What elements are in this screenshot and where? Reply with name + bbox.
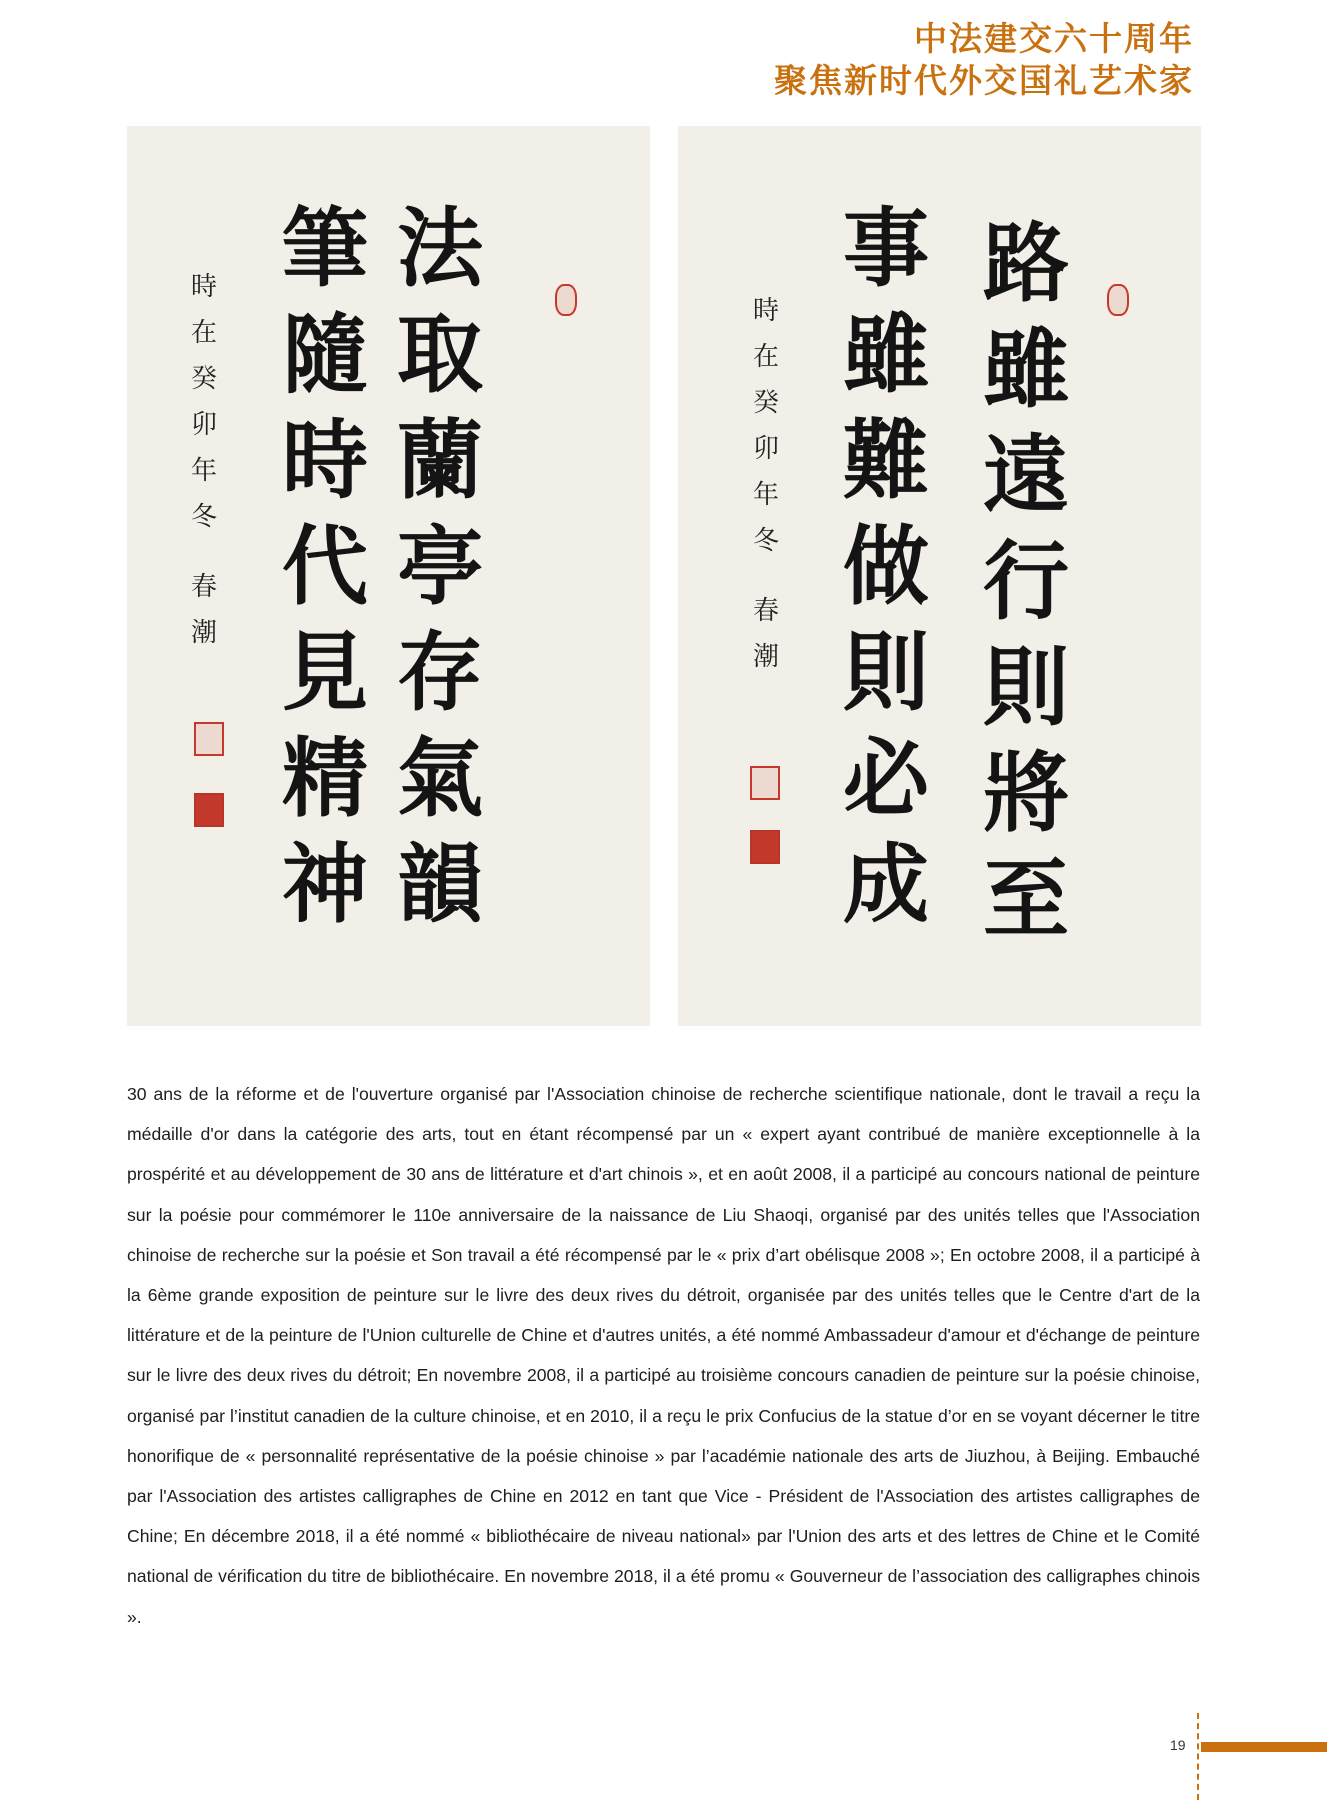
calligraphy-character: 則	[843, 622, 929, 723]
calligraphy-character: 時	[191, 272, 218, 302]
calligraphy-character: 見	[282, 622, 368, 723]
calligraphy-character: 潮	[191, 618, 218, 648]
seal-stamp	[194, 722, 224, 756]
calligraphy-character: 冬	[753, 526, 780, 556]
calligraphy-scroll-left	[127, 126, 650, 1026]
calligraphy-character: 卯	[191, 410, 218, 440]
calligraphy-character: 亭	[397, 516, 483, 617]
body-paragraph: 30 ans de la réforme et de l'ouverture organisé par l'Association chinoise de recherche scientifique nationale, dont le travail a reçu la médaille d'or dans la catégorie des arts, tout en étant récompensé par un « expert ayant contribué de manière exceptionnelle à la prospérité et au développement de 30 ans de littérature et d'art chinois », et en août 2008, il a participé au concours national de peinture sur la poésie pour commémorer le 110e anniversaire de la naissance de Liu Shaoqi, organisé par des unités telles que l'Association chinoise de recherche sur la poésie et Son travail a été récompensé par le « prix d’art obélisque 2008 »; En octobre 2008, il a participé à la 6ème grande exposition de peinture sur le livre des deux rives du détroit, organisée par des unités telles que le Centre d'art de la littérature et de la peinture de l'Union culturelle de Chine et d'autres unités, a été nommé Ambassadeur d'amour et d'échange de peinture sur le livre des deux rives du détroit; En novembre 2008, il a participé au troisième concours canadien de peinture sur la poésie chinoise, organisé par l’institut canadien de la culture chinoise, et en 2010, il a reçu le prix Confucius de la statue d’or en se voyant décerner le titre honorifique de « personnalité représentative de la poésie chinoise » par l’académie nationale des arts de Jiuzhou, à Beijing. Embauché par l'Association des artistes calligraphes de Chine en 2012 en tant que Vice - Président de l'Association des artistes calligraphes de Chine; En décembre 2018, il a été nommé « bibliothécaire de niveau national» par l'Union des arts et des lettres de Chine et le Comité national de vérification du titre de bibliothécaire. En novembre 2018, il a été promu « Gouverneur de l’association des calligraphes chinois ».	[127, 1084, 1200, 1627]
calligraphy-character: 冬	[191, 502, 218, 532]
calligraphy-character: 將	[983, 743, 1069, 844]
calligraphy-character: 遠	[983, 425, 1069, 526]
calligraphy-character: 至	[983, 849, 1069, 950]
calligraphy-character: 存	[397, 622, 483, 723]
calligraphy-character: 在	[191, 318, 218, 348]
calligraphy-character: 時	[282, 410, 368, 511]
calligraphy-character: 做	[843, 516, 929, 617]
footer-accent-bar	[1201, 1742, 1327, 1752]
calligraphy-character: 隨	[282, 304, 368, 405]
header-title-line2: 聚焦新时代外交国礼艺术家	[774, 61, 1194, 100]
calligraphy-character: 韻	[397, 834, 483, 935]
calligraphy-character: 代	[282, 516, 368, 617]
calligraphy-character: 春	[191, 572, 218, 602]
calligraphy-column	[397, 196, 483, 938]
calligraphy-character: 在	[753, 342, 780, 372]
calligraphy-character: 必	[843, 728, 929, 829]
calligraphy-character: 癸	[753, 388, 780, 418]
seal-stamp	[1107, 284, 1129, 316]
calligraphy-character: 年	[753, 480, 780, 510]
calligraphy-character: 行	[983, 531, 1069, 632]
signature-inscription	[753, 288, 779, 680]
calligraphy-character: 卯	[753, 434, 780, 464]
calligraphy-character: 潮	[753, 642, 780, 672]
calligraphy-scroll-right	[678, 126, 1201, 1026]
calligraphy-character: 筆	[282, 198, 368, 299]
signature-inscription	[191, 264, 217, 656]
calligraphy-character: 則	[983, 637, 1069, 738]
header-title-line1: 中法建交六十周年	[914, 19, 1194, 58]
calligraphy-character: 氣	[397, 728, 483, 829]
page-number: 19	[1170, 1737, 1186, 1753]
calligraphy-character: 蘭	[397, 410, 483, 511]
calligraphy-character: 時	[753, 296, 780, 326]
calligraphy-character: 神	[282, 834, 368, 935]
calligraphy-character: 雖	[983, 319, 1069, 420]
calligraphy-character: 年	[191, 456, 218, 486]
seal-stamp	[194, 793, 224, 827]
seal-stamp	[750, 830, 780, 864]
page-header	[774, 18, 1194, 102]
calligraphy-column	[843, 196, 929, 938]
calligraphy-character: 精	[282, 728, 368, 829]
calligraphy-character: 法	[397, 198, 483, 299]
calligraphy-character: 事	[843, 198, 929, 299]
calligraphy-character: 路	[983, 213, 1069, 314]
calligraphy-character: 雖	[843, 304, 929, 405]
seal-stamp	[750, 766, 780, 800]
calligraphy-character: 癸	[191, 364, 218, 394]
calligraphy-column	[983, 211, 1069, 953]
calligraphy-character: 取	[397, 304, 483, 405]
seal-stamp	[555, 284, 577, 316]
calligraphy-character: 成	[843, 834, 929, 935]
calligraphy-column	[282, 196, 368, 938]
calligraphy-character: 春	[753, 596, 780, 626]
calligraphy-character: 難	[843, 410, 929, 511]
footer-divider	[1197, 1713, 1199, 1800]
